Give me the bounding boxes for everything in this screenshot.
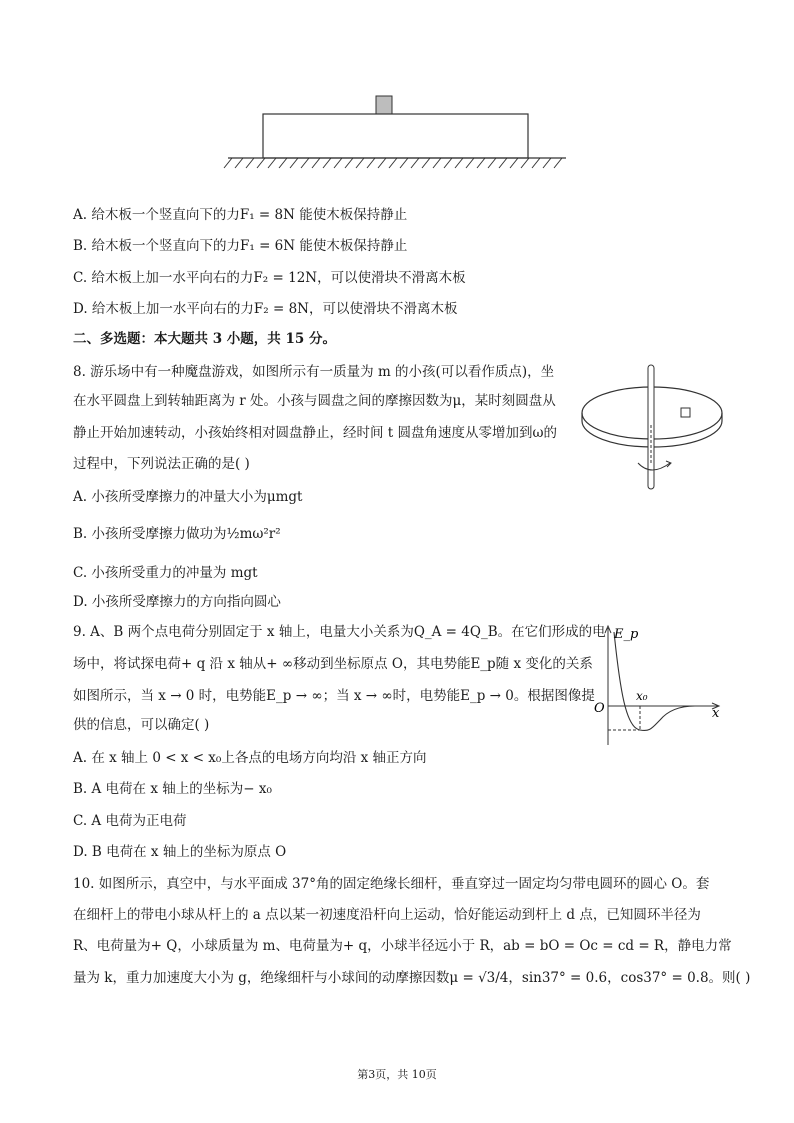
block [376,96,392,114]
hatch-mark [400,158,408,168]
hatch-mark [224,158,232,168]
hatch-mark [444,158,452,168]
q10-line-1: 10. 如图所示，真空中，与水平面成 37°角的固定绝缘长细杆，垂直穿过一固定均匀带电圆环的圆心 O。套 [73,876,710,892]
q7-option-a: A. 给木板一个竖直向下的力F₁ = 8N 能使木板保持静止 [73,207,408,223]
hatch-mark [488,158,496,168]
hatch-mark [499,158,507,168]
hatch-mark [543,158,551,168]
page-footer: 第3页，共 10页 [357,1068,437,1081]
hatch-mark [554,158,562,168]
hatch-mark [279,158,287,168]
section-heading: 二、多选题：本大题共 3 小题，共 15 分。 [73,331,336,347]
q9-option-a: A. 在 x 轴上 0 < x < x₀上各点的电场方向均沿 x 轴正方向 [73,750,427,766]
graph-x0: x₀ [636,689,648,703]
hatch-mark [532,158,540,168]
rotating-disc-figure [580,365,730,495]
child-block [681,408,690,417]
q9-line-3: 如图所示，当 x → 0 时，电势能E_p → ∞；当 x → ∞时，电势能E_p → 0。根据图像提 [73,688,595,704]
hatch-mark [312,158,320,168]
potential-energy-graph [590,620,730,750]
hatch-mark [301,158,309,168]
hatch-mark [257,158,265,168]
q9-line-1: 9. A、B 两个点电荷分别固定于 x 轴上，电量大小关系为Q_A = 4Q_B。在它们形成的电 [73,624,606,640]
hatch-mark [521,158,529,168]
q7-option-c: C. 给木板上加一水平向右的力F₂ = 12N，可以使滑块不滑离木板 [73,270,466,286]
q9-option-c: C. A 电荷为正电荷 [73,813,187,829]
ep-curve [614,632,695,731]
hatch-mark [466,158,474,168]
q8-option-a: A. 小孩所受摩擦力的冲量大小为μmgt [73,489,303,505]
hatch-mark [334,158,342,168]
q8-line-2: 在水平圆盘上到转轴距离为 r 处。小孩与圆盘之间的摩擦因数为μ，某时刻圆盘从 [73,393,556,409]
graph-ylabel: E_p [614,627,639,642]
hatch-mark [510,158,518,168]
q8-line-3: 静止开始加速转动，小孩始终相对圆盘静止，经时间 t 圆盘角速度从零增加到ω的 [73,425,558,441]
q10-line-2: 在细杆上的带电小球从杆上的 a 点以某一初速度沿杆向上运动，恰好能运动到杆上 d 点，已知圆环半径为 [73,907,701,923]
hatch-mark [356,158,364,168]
hatch-mark [246,158,254,168]
q10-line-4: 量为 k，重力加速度大小为 g，绝缘细杆与小球间的动摩擦因数μ = √3/4，sin37° = 0.6，cos37° = 0.8。则( ) [73,970,751,986]
hatch-mark [422,158,430,168]
q9-line-2: 场中，将试探电荷+ q 沿 x 轴从+ ∞移动到坐标原点 O，其电势能E_p随 x 变化的关系 [73,656,593,672]
hatch-mark [455,158,463,168]
q9-option-d: D. B 电荷在 x 轴上的坐标为原点 O [73,844,287,860]
q9-line-4: 供的信息，可以确定( ) [73,717,210,733]
q8-option-c: C. 小孩所受重力的冲量为 mgt [73,565,258,581]
hatch-mark [345,158,353,168]
q8-option-d: D. 小孩所受摩擦力的方向指向圆心 [73,594,281,610]
hatch-mark [433,158,441,168]
hatch-mark [477,158,485,168]
hatch-mark [323,158,331,168]
q8-line-4: 过程中，下列说法正确的是( ) [73,456,250,472]
q8-option-b: B. 小孩所受摩擦力做功为½mω²r² [73,526,281,542]
graph-xlabel: x [712,706,720,721]
q9-option-b: B. A 电荷在 x 轴上的坐标为− x₀ [73,781,272,797]
hatch-mark [235,158,243,168]
hatch-mark [367,158,375,168]
board-block-figure [0,0,794,200]
q10-line-3: R、电荷量为+ Q，小球质量为 m、电荷量为+ q，小球半径远小于 R，ab = bO = Oc = cd = R，静电力常 [73,938,732,954]
hatch-mark [290,158,298,168]
q7-option-b: B. 给木板一个竖直向下的力F₁ = 6N 能使木板保持静止 [73,238,408,254]
board [263,114,528,158]
hatch-mark [378,158,386,168]
hatch-mark [411,158,419,168]
graph-origin: O [594,701,605,716]
hatch-mark [389,158,397,168]
ground-hatch [224,158,562,168]
q8-line-1: 8. 游乐场中有一种魔盘游戏，如图所示有一质量为 m 的小孩(可以看作质点)，坐 [73,364,555,380]
q7-option-d: D. 给木板上加一水平向右的力F₂ = 8N，可以使滑块不滑离木板 [73,301,458,317]
hatch-mark [268,158,276,168]
